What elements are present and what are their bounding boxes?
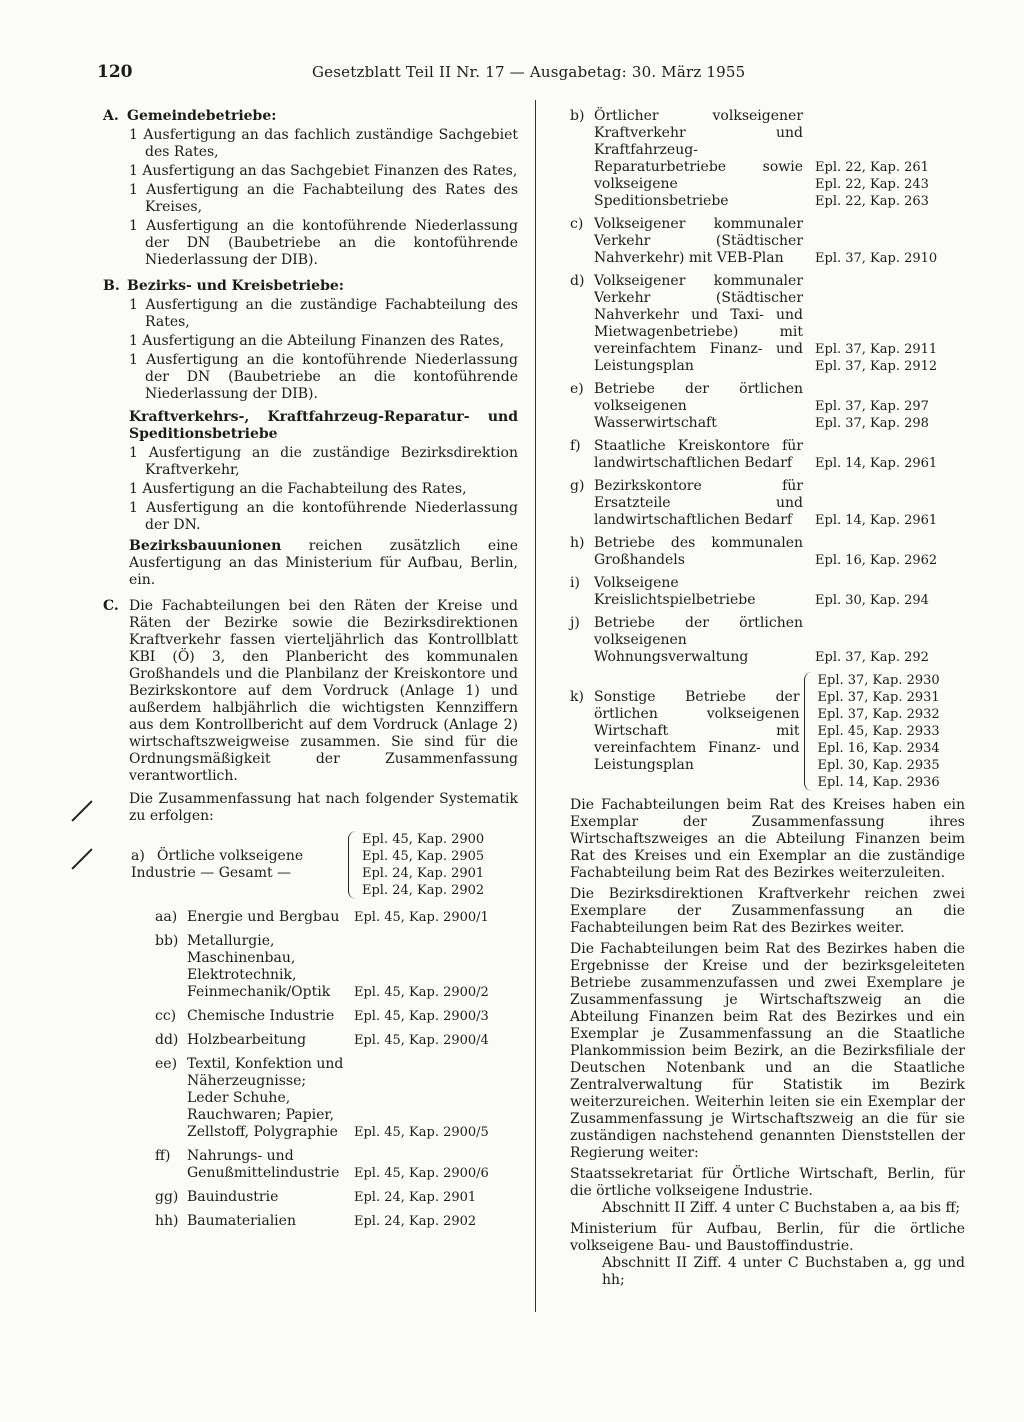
epl-ref: Epl. 37, Kap. 298 bbox=[815, 416, 929, 431]
epl-ref: Epl. 24, Kap. 2901 bbox=[354, 1190, 477, 1205]
section-a-heading bbox=[103, 108, 518, 125]
page-number: 120 bbox=[97, 62, 133, 82]
epl-ref: Epl. 37, Kap. 2932 bbox=[817, 707, 940, 722]
row-text: Chemische Industrie bbox=[187, 1008, 335, 1024]
list-item bbox=[570, 438, 965, 472]
list-item bbox=[570, 575, 965, 609]
page-header bbox=[97, 64, 963, 86]
list-item: 1 Ausfertigung an die kontoführende Niederlassung der DN (Baubetriebe an die kontoführende Niederlassung der DIB). bbox=[129, 218, 518, 268]
systematik-row bbox=[103, 1189, 518, 1206]
section-b bbox=[103, 278, 518, 589]
row-text: Örtliche volkseigene Industrie — Gesamt — bbox=[131, 848, 304, 881]
item-text: Bezirkskontore für Ersatzteile und landwirtschaftlichen Bedarf bbox=[594, 478, 804, 528]
epl-group bbox=[348, 831, 512, 899]
section-b-heading bbox=[103, 278, 518, 295]
right-column bbox=[570, 108, 965, 1289]
note-bold: Bezirksbauunionen bbox=[129, 538, 282, 554]
left-column bbox=[103, 108, 518, 1239]
list-item: 1 Ausfertigung an das fachlich zuständige Sachgebiet des Rates, bbox=[129, 127, 518, 160]
brace bbox=[804, 672, 815, 791]
epl-ref: Epl. 22, Kap. 243 bbox=[815, 177, 929, 192]
item-label: g) bbox=[570, 478, 585, 494]
list-item: 1 Ausfertigung an das Sachgebiet Finanzen des Rates, bbox=[129, 163, 518, 179]
item-label: i) bbox=[570, 575, 580, 591]
gazette-title: Gesetzblatt Teil II Nr. 17 — Ausgabetag: 30. März 1955 bbox=[312, 63, 746, 81]
item-text: Örtlicher volkseigener Kraftverkehr und Kraftfahrzeug-Reparaturbetriebe sowie volkseigene Speditionsbetriebe bbox=[594, 108, 804, 209]
paragraph: Ministerium für Aufbau, Berlin, für die örtliche volkseigene Bau- und Baustoffindustrie. bbox=[570, 1221, 965, 1254]
epl-ref: Epl. 45, Kap. 2900/5 bbox=[354, 1125, 489, 1140]
section-a-title: Gemeindebetriebe: bbox=[127, 108, 277, 124]
list-item: 1 Ausfertigung an die zuständige Bezirksdirektion Kraftverkehr, bbox=[129, 445, 518, 478]
list-item bbox=[570, 108, 965, 210]
epl-ref: Epl. 45, Kap. 2900/6 bbox=[354, 1166, 489, 1181]
section-a bbox=[103, 108, 518, 269]
item-label: e) bbox=[570, 381, 584, 397]
paragraph: Die Fachabteilungen beim Rat des Bezirkes haben die Ergebnisse der Kreise und der bezirksgeleiteten Betriebe zusammenzufassen und zwei Exemplare je Zusammenfassung je Wirtschaftszweig an die Abteilung Finanzen beim Rat des Bezirkes und ein Exemplar je Zusammenfassung an die Staatliche Plankommission beim Bezirk, an die Bezirksfiliale der Deutschen Notenbank und an die Staatliche Zentralverwaltung für Statistik im Bezirk weiterzureichen. Weiterhin leiten sie ein Exemplar der Zusammenfassung je Wirtschaftszweig an die für sie zuständigen nachstehend genannten Dienststellen der Regierung weiter: bbox=[570, 941, 965, 1161]
column-rule bbox=[535, 100, 536, 1312]
margin-mark bbox=[71, 800, 92, 821]
epl-ref: Epl. 24, Kap. 2902 bbox=[362, 883, 485, 898]
epl-ref: Epl. 37, Kap. 292 bbox=[815, 650, 929, 665]
item-text: Betriebe des kommunalen Großhandels bbox=[594, 535, 804, 568]
note-text: reichen zusätzlich eine Ausfertigung an das Ministerium für Aufbau, Berlin, ein. bbox=[129, 538, 518, 588]
list-item: 1 Ausfertigung an die Abteilung Finanzen des Rates, bbox=[129, 333, 505, 349]
epl-ref: Epl. 45, Kap. 2900/4 bbox=[354, 1033, 489, 1048]
systematik-row bbox=[103, 1008, 518, 1025]
epl-ref: Epl. 45, Kap. 2905 bbox=[362, 849, 485, 864]
epl-ref: Epl. 16, Kap. 2962 bbox=[815, 553, 938, 568]
list-item: 1 Ausfertigung an die kontoführende Niederlassung der DN. bbox=[129, 500, 518, 533]
epl-ref: Epl. 37, Kap. 297 bbox=[815, 399, 929, 414]
epl-ref: Epl. 45, Kap. 2933 bbox=[817, 724, 940, 739]
section-a-label: A. bbox=[103, 108, 119, 124]
reference: Abschnitt II Ziff. 4 unter C Buchstaben a, gg und hh; bbox=[602, 1255, 965, 1288]
systematik-row bbox=[103, 1148, 518, 1182]
row-label: aa) bbox=[155, 909, 178, 925]
systematik-row bbox=[103, 1213, 518, 1230]
row-text: Bauindustrie bbox=[187, 1189, 279, 1205]
row-label: hh) bbox=[155, 1213, 179, 1229]
item-text: Betriebe der örtlichen volkseigenen Wasserwirtschaft bbox=[594, 381, 804, 431]
section-c-text bbox=[103, 598, 518, 785]
paragraph: Die Bezirksdirektionen Kraftverkehr reichen zwei Exemplare der Zusammenfassung an die Fachabteilungen beim Rat des Bezirkes weiter. bbox=[570, 886, 965, 936]
epl-ref: Epl. 30, Kap. 2935 bbox=[817, 758, 940, 773]
list-item: 1 Ausfertigung an die zuständige Fachabteilung des Rates, bbox=[129, 297, 518, 330]
row-text: Baumaterialien bbox=[187, 1213, 296, 1229]
list-item: 1 Ausfertigung an die Fachabteilung des Rates des Kreises, bbox=[129, 182, 518, 215]
row-text: Metallurgie, Maschinenbau, Elektrotechnik, Feinmechanik/Optik bbox=[187, 933, 331, 1000]
list-item: 1 Ausfertigung an die Fachabteilung des Rates, bbox=[129, 481, 467, 497]
systematik-row bbox=[103, 933, 518, 1001]
epl-ref: Epl. 22, Kap. 263 bbox=[815, 194, 929, 209]
epl-ref: Epl. 45, Kap. 2900/3 bbox=[354, 1009, 489, 1024]
list-item bbox=[570, 478, 965, 529]
list-item: 1 Ausfertigung an die kontoführende Niederlassung der DN (Baubetriebe an die kontoführende Niederlassung der DIB). bbox=[129, 352, 518, 402]
systematik-row bbox=[103, 909, 518, 926]
row-label: cc) bbox=[155, 1008, 177, 1024]
item-text: Volkseigener kommunaler Verkehr (Städtischer Nahverkehr und Taxi- und Mietwagenbetriebe) mit vereinfachtem Finanz- und Leistungsplan bbox=[594, 273, 804, 374]
systematik-row bbox=[103, 1032, 518, 1049]
item-label: h) bbox=[570, 535, 585, 551]
epl-ref: Epl. 14, Kap. 2961 bbox=[815, 513, 938, 528]
epl-ref: Epl. 37, Kap. 2910 bbox=[815, 251, 938, 266]
row-label: gg) bbox=[155, 1189, 179, 1205]
item-text: Volkseigener kommunaler Verkehr (Städtischer Nahverkehr) mit VEB-Plan bbox=[594, 216, 804, 266]
epl-ref: Epl. 24, Kap. 2902 bbox=[354, 1214, 477, 1229]
paragraph: Staatssekretariat für Örtliche Wirtschaft, Berlin, für die örtliche volkseigene Industrie. bbox=[570, 1166, 965, 1199]
epl-ref: Epl. 37, Kap. 2911 bbox=[815, 342, 938, 357]
row-label: ff) bbox=[155, 1148, 171, 1164]
item-label: k) bbox=[570, 689, 584, 705]
item-label: d) bbox=[570, 273, 585, 289]
list-item bbox=[570, 273, 965, 375]
section-c-label: C. bbox=[103, 598, 119, 614]
kraftverkehr-subheading: Kraftverkehrs-, Kraftfahrzeug-Reparatur- und Speditionsbetriebe bbox=[129, 409, 518, 442]
list-item bbox=[570, 381, 965, 432]
epl-ref: Epl. 37, Kap. 2912 bbox=[815, 359, 938, 374]
systematik-list bbox=[103, 831, 518, 1230]
section-b-label: B. bbox=[103, 278, 120, 294]
epl-ref: Epl. 37, Kap. 2931 bbox=[817, 690, 940, 705]
list-item bbox=[570, 216, 965, 267]
epl-ref: Epl. 22, Kap. 261 bbox=[815, 160, 929, 175]
row-label: dd) bbox=[155, 1032, 179, 1048]
brace bbox=[348, 831, 359, 899]
row-text: Energie und Bergbau bbox=[187, 909, 340, 925]
epl-ref: Epl. 24, Kap. 2901 bbox=[362, 866, 485, 881]
row-label: bb) bbox=[155, 933, 179, 949]
item-text: Betriebe der örtlichen volkseigenen Wohnungsverwaltung bbox=[594, 615, 804, 665]
item-text: Sonstige Betriebe der örtlichen volkseigenen Wirtschaft mit vereinfachtem Finanz- und Leistungsplan bbox=[594, 689, 800, 773]
section-b-title: Bezirks- und Kreisbetriebe: bbox=[127, 278, 344, 294]
epl-ref: Epl. 30, Kap. 294 bbox=[815, 593, 929, 608]
list-item bbox=[570, 535, 965, 569]
item-label: j) bbox=[570, 615, 580, 631]
systematik-intro: Die Zusammenfassung hat nach folgender Systematik zu erfolgen: bbox=[129, 791, 518, 824]
paragraph: Die Fachabteilungen beim Rat des Kreises haben ein Exemplar der Zusammenfassung ihres Wirtschaftszweiges an die Abteilung Finanzen beim Rat des Kreises und ein Exemplar an die zuständige Fachabteilung beim Rat des Bezirkes weiterzuleiten. bbox=[570, 797, 965, 881]
epl-ref: Epl. 45, Kap. 2900 bbox=[362, 832, 485, 847]
systematik-row-a bbox=[103, 831, 518, 899]
reference: Abschnitt II Ziff. 4 unter C Buchstaben a, aa bis ff; bbox=[602, 1200, 961, 1216]
section-c bbox=[103, 598, 518, 1230]
epl-ref: Epl. 45, Kap. 2900/1 bbox=[354, 910, 489, 925]
list-item-k bbox=[570, 672, 965, 791]
row-label: a) bbox=[131, 848, 145, 864]
row-text: Nahrungs- und Genußmittelindustrie bbox=[187, 1148, 340, 1181]
row-text: Holzbearbeitung bbox=[187, 1032, 307, 1048]
item-text: Volkseigene Kreislichtspielbetriebe bbox=[594, 575, 756, 608]
row-text: Textil, Konfektion und Näherzeugnisse; Leder Schuhe, Rauchwaren; Papier, Zellstoff, Polygraphie bbox=[187, 1056, 344, 1140]
margin-mark bbox=[71, 848, 92, 869]
epl-ref: Epl. 37, Kap. 2930 bbox=[817, 673, 940, 688]
item-text: Staatliche Kreiskontore für landwirtschaftlichen Bedarf bbox=[594, 438, 804, 471]
epl-ref: Epl. 14, Kap. 2936 bbox=[817, 775, 940, 790]
epl-ref: Epl. 16, Kap. 2934 bbox=[817, 741, 940, 756]
item-label: c) bbox=[570, 216, 584, 232]
epl-group bbox=[800, 672, 965, 791]
bezirksbauunionen-note bbox=[103, 538, 518, 589]
epl-ref: Epl. 14, Kap. 2961 bbox=[815, 456, 938, 471]
row-label: ee) bbox=[155, 1056, 178, 1072]
epl-ref: Epl. 45, Kap. 2900/2 bbox=[354, 985, 489, 1000]
section-c-body: Die Fachabteilungen bei den Räten der Kreise und Räten der Bezirke sowie die Bezirksdirektionen Kraftverkehr fassen vierteljährlich das Kontrollblatt KBI (Ö) 3, den Planbericht des kommunalen Großhandels und die Planbilanz der Kreiskontore und Bezirkskontore auf dem Vordruck (Anlage 1) und außerdem halbjährlich die wichtigsten Kennziffern aus dem Kontrollbericht auf dem Vordruck (Anlage 2) wirtschaftszweigweise zusammen. Sie sind für die Ordnungsmäßigkeit der Zusammenfassung verantwortlich. bbox=[129, 598, 518, 784]
list-item bbox=[570, 615, 965, 666]
item-label: b) bbox=[570, 108, 585, 124]
item-label: f) bbox=[570, 438, 581, 454]
systematik-row bbox=[103, 1056, 518, 1141]
